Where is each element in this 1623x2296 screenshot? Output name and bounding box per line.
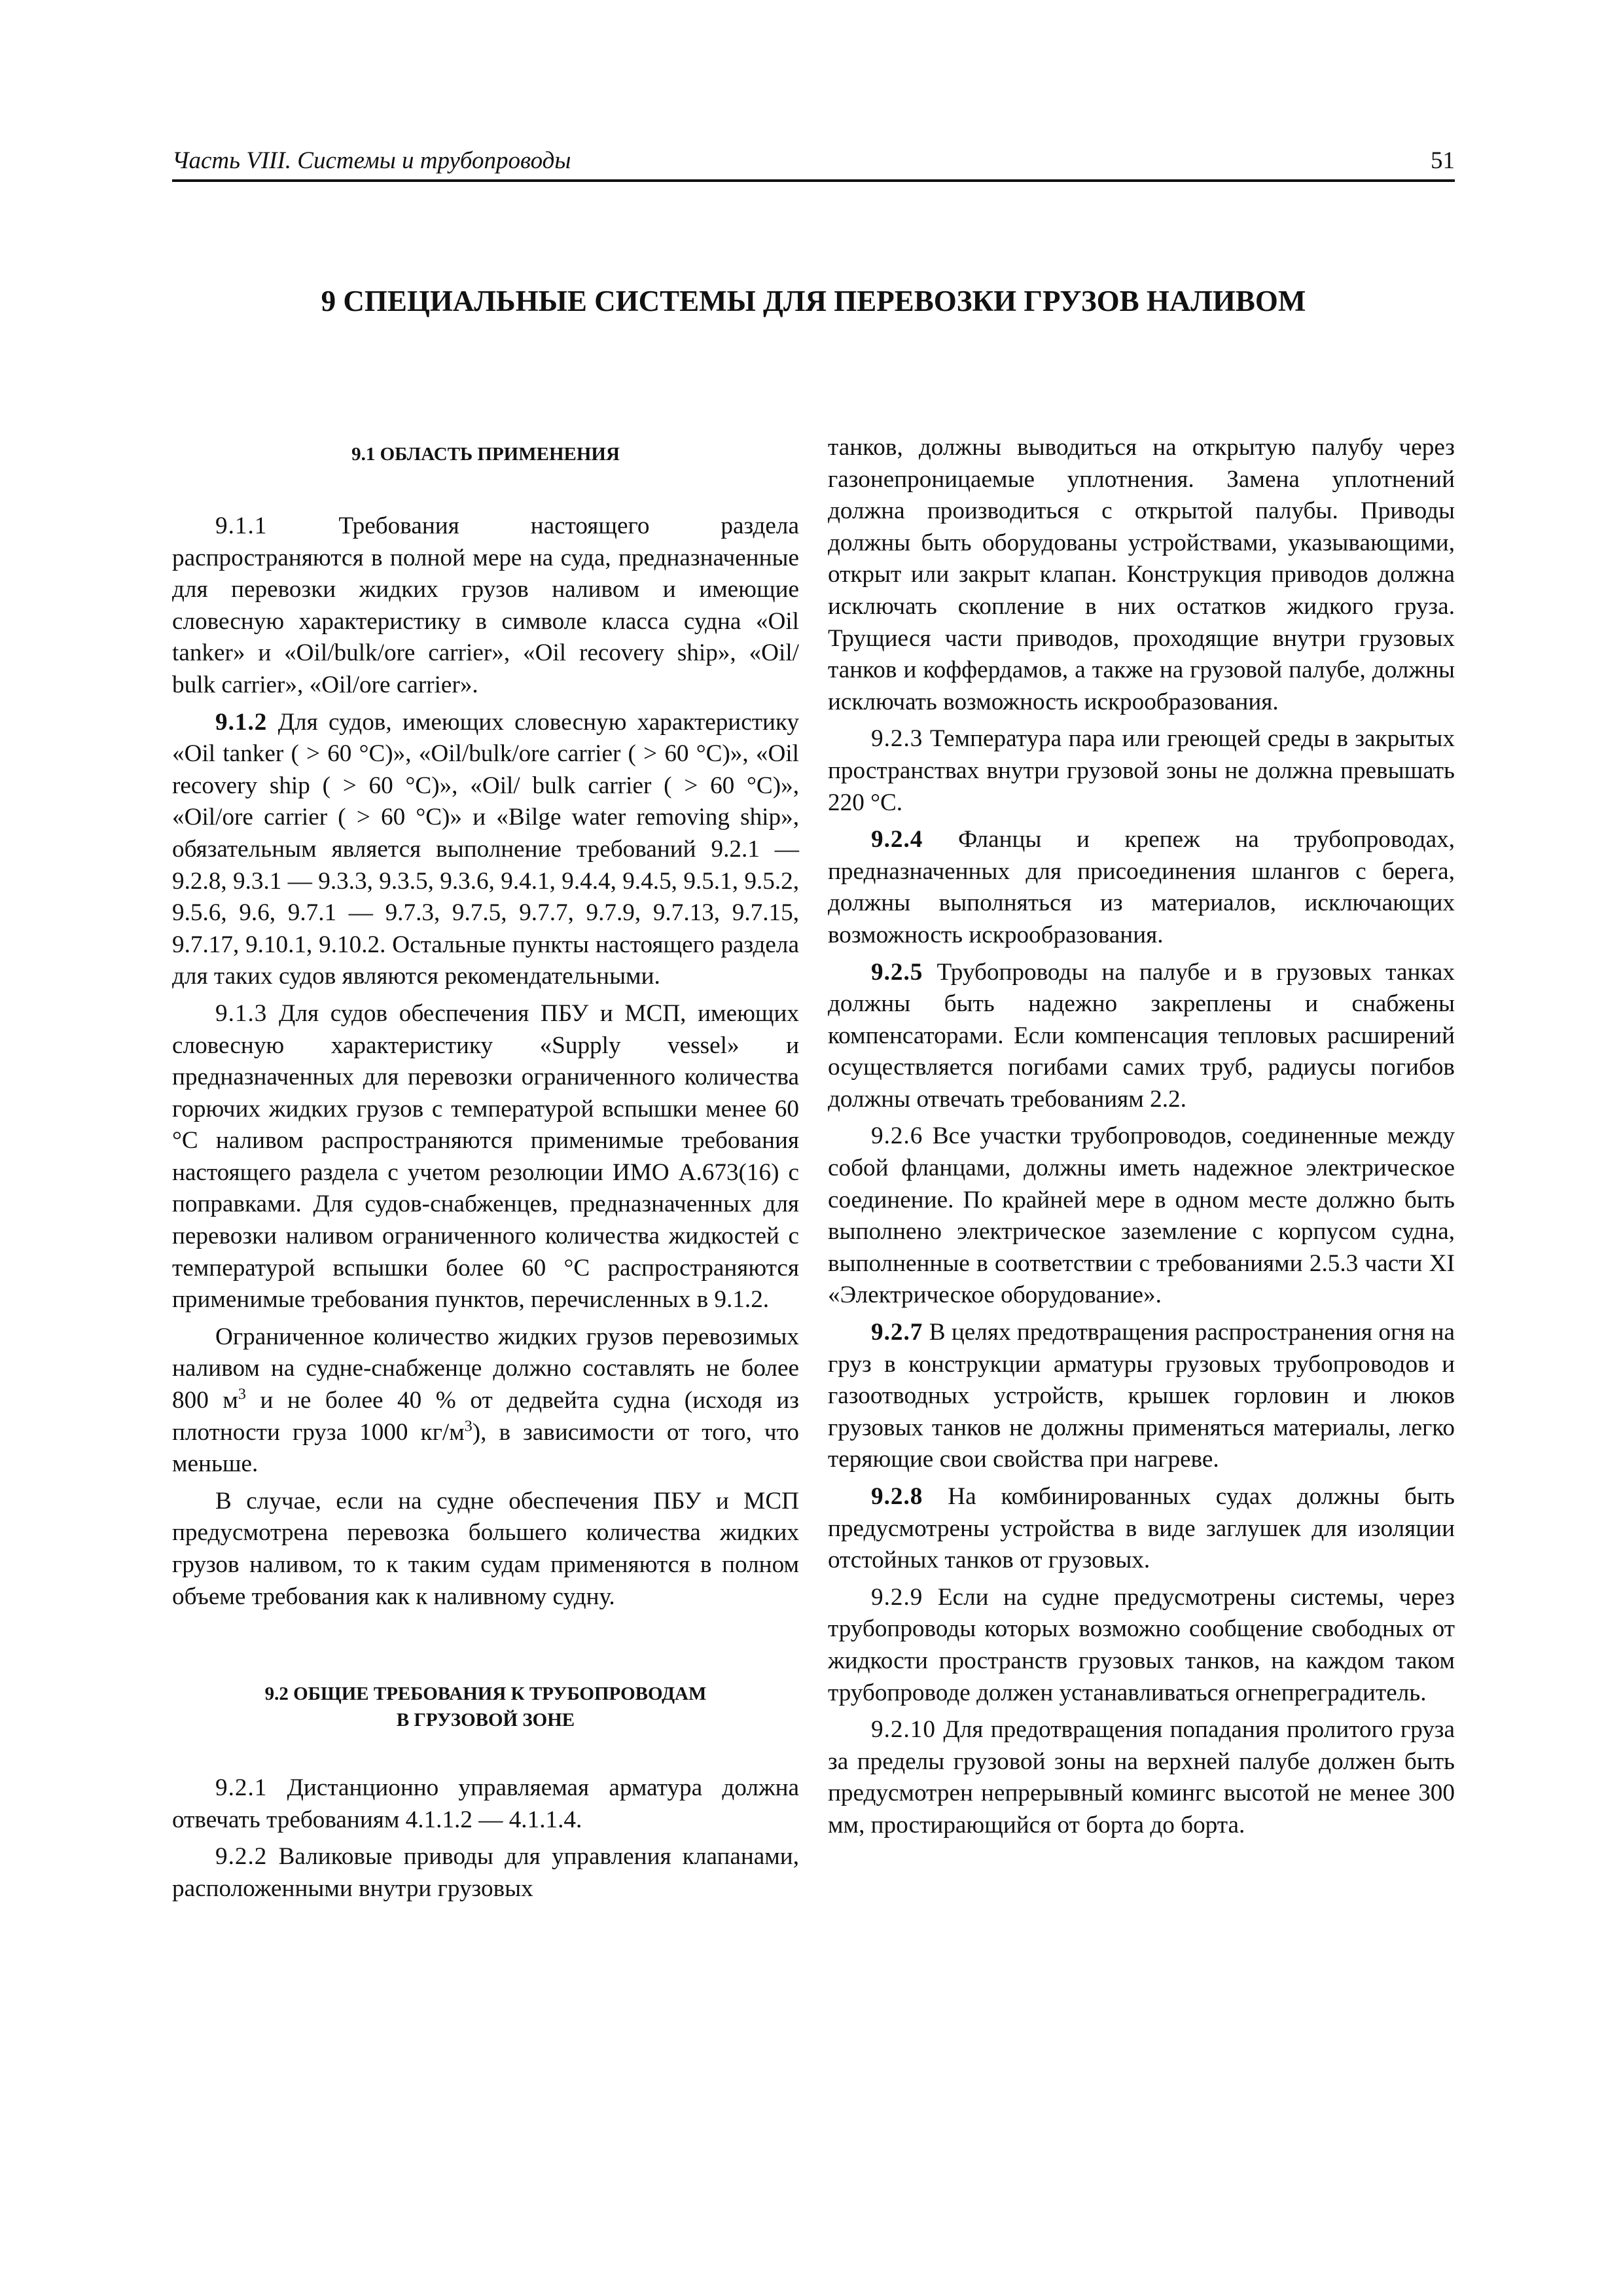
paragraph-9-1-2 — [172, 707, 799, 993]
paragraph-number: 9.2.4 — [871, 826, 923, 853]
paragraph-number: 9.2.10 — [871, 1716, 936, 1744]
paragraph-9-1-1 — [172, 511, 799, 702]
paragraph-text: Трубопроводы на палубе и в грузовых танках должны быть надежно закреплены и снабжены компенсаторами. Если компенсация тепловых расширений осуществляется погибами самих труб, радиусы погибов должны отвечать требованиям 2.2. — [828, 958, 1455, 1113]
paragraph-number: 9.2.1 — [215, 1774, 268, 1802]
paragraph-9-2-10 — [828, 1714, 1455, 1841]
paragraph-number: 9.1.2 — [215, 708, 268, 736]
superscript: 3 — [464, 1418, 473, 1435]
paragraph-text: Дистанционно управляемая арматура должна отвечать требованиям 4.1.1.2 — 4.1.1.4. — [172, 1774, 800, 1833]
paragraph-text: Если на судне предусмотрены системы, через трубопроводы которых возможно сообщение свободных от жидкости пространств грузовых танков, на каждом таком трубопроводе должен устанавливаться огнепреградитель. — [828, 1583, 1455, 1706]
paragraph-limited-quantity — [172, 1321, 799, 1480]
paragraph-number: 9.2.8 — [871, 1483, 923, 1510]
paragraph-9-2-8 — [828, 1481, 1455, 1577]
section-9-2-heading — [172, 1681, 799, 1733]
paragraph-9-2-2 — [172, 1841, 799, 1905]
chapter-title: 9 СПЕЦИАЛЬНЫЕ СИСТЕМЫ ДЛЯ ПЕРЕВОЗКИ ГРУЗОВ НАЛИВОМ — [321, 285, 1306, 317]
part-title: Часть VIII. Системы и трубопроводы — [172, 147, 571, 174]
section-9-1-heading: 9.1 ОБЛАСТЬ ПРИМЕНЕНИЯ — [351, 444, 620, 465]
paragraph-number: 9.1.3 — [215, 999, 268, 1027]
paragraph-text: Для судов обеспечения ПБУ и МСП, имеющих словесную характеристику «Supply vessel» и предназначенных для перевозки ограниченного количества горючих жидких грузов с температурой вспышки менее 60 °C наливом распространяются применимые требования настоящего раздела с учетом резолюции ИМО А.673(16) с поправками. Для судов-снабженцев, предназначенных для перевозки наливом ограниченного количества жидкостей с температурой вспышки более 60 °C распространяются применимые требования пунктов, перечисленных в 9.1.2. — [172, 999, 799, 1314]
paragraph-9-2-4 — [828, 824, 1455, 951]
paragraph-text: Фланцы и крепеж на трубопроводах, предназначенных для присоединения шлангов с берега, должны выполняться из материалов, исключающих возможность искрообразования. — [828, 826, 1455, 948]
paragraph-text: Все участки трубопроводов, соединенные между собой фланцами, должны иметь надежное электрическое соединение. По крайней мере в одном месте должно быть выполнено электрическое заземление с корпусом судна, выполненные в соответствии с требованиями 2.5.3 части XI «Электрическое оборудование». — [828, 1122, 1455, 1309]
paragraph-number: 9.1.1 — [215, 512, 268, 539]
paragraph-text: Валиковые приводы для управления клапанами, расположенными внутри грузовых — [172, 1843, 799, 1902]
paragraph-number: 9.2.3 — [871, 725, 923, 753]
left-column — [172, 432, 799, 1910]
paragraph-number: 9.2.5 — [871, 958, 923, 986]
right-column — [828, 432, 1455, 1847]
paragraph-text: В целях предотвращения распространения огня на груз в конструкции арматуры грузовых трубопроводов и газоотводных устройств, крышек горловин и люков грузовых танков не должны применяться материалы, легко теряющие свои свойства при нагреве. — [828, 1319, 1455, 1473]
heading-line: В ГРУЗОВОЙ ЗОНЕ — [396, 1710, 575, 1731]
paragraph-text: Для предотвращения попадания пролитого груза за пределы грузовой зоны на верхней палубе должен быть предусмотрен непрерывный комингс высотой не менее 300 мм, простирающийся от борта до борта. — [828, 1716, 1455, 1839]
paragraph-number: 9.2.2 — [215, 1843, 268, 1871]
paragraph-larger-quantity: В случае, если на судне обеспечения ПБУ и МСП предусмотрена перевозка большего количества жидких грузов наливом, то к таким судам применяются в полном объеме требования как к наливному судну. — [172, 1487, 799, 1610]
paragraph-number: 9.2.7 — [871, 1319, 923, 1346]
paragraph-9-2-1 — [172, 1772, 799, 1836]
paragraph-text: Для судов, имеющих словесную характеристику «Oil tanker ( > 60 °C)», «Oil/bulk/ore carrier ( > 60 °C)», «Oil recovery ship ( > 60 °C)», «Oil/ bulk carrier ( > 60 °C)», «Oil/ore carrier ( > 60 °C)» и «Bilge water removing ship», обязательным является выполнение требований 9.2.1 — 9.2.8, 9.3.1 — 9.3.3, 9.3.5, 9.3.6, 9.4.1, 9.4.4, 9.4.5, 9.5.1, 9.5.2, 9.5.6, 9.6, 9.7.1 — 9.7.3, 9.7.5, 9.7.7, 9.7.9, 9.7.13, 9.7.15, 9.7.17, 9.10.1, 9.10.2. Остальные пункты настоящего раздела для таких судов являются рекомендательными. — [172, 708, 799, 990]
paragraph-9-2-5 — [828, 957, 1455, 1116]
paragraph-text: На комбинированных судах должны быть предусмотрены устройства в виде заглушек для изоляции отстойных танков от грузовых. — [828, 1483, 1455, 1574]
paragraph-text: Температура пара или греющей среды в закрытых пространствах внутри грузовой зоны не должна превышать 220 °C. — [828, 725, 1455, 816]
page-number: 51 — [1431, 147, 1455, 174]
paragraph-9-1-3 — [172, 998, 799, 1316]
paragraph-9-2-9 — [828, 1582, 1455, 1709]
paragraph-9-2-2-continued: танков, должны выводиться на открытую палубу через газонепроницаемые уплотнения. Замена уплотнений должна производиться с открытой палубы. Приводы должны быть оборудованы устройствами, указывающими, открыт или закрыт клапан. Конструкция приводов должна исключать скопление в них остатков жидкого груза. Трущиеся части приводов, проходящие внутри грузовых танков и коффердамов, а также на грузовой палубе, должны исключать возможность искрообразования. — [828, 434, 1455, 715]
paragraph-9-2-7 — [828, 1317, 1455, 1476]
paragraph-number: 9.2.6 — [871, 1122, 923, 1150]
superscript: 3 — [238, 1386, 246, 1403]
paragraph-number: 9.2.9 — [871, 1583, 923, 1611]
heading-line: 9.2 ОБЩИЕ ТРЕБОВАНИЯ К ТРУБОПРОВОДАМ — [264, 1683, 707, 1705]
text-part: и не более 40 % от дедвейта судна (исходя из плотности груза 1000 кг/м — [172, 1387, 799, 1446]
paragraph-text: Требования настоящего раздела распространяются в полной мере на суда, предназначенные для перевозки жидких грузов наливом и имеющие словесную характеристику в символе класса судна «Oil tanker» и «Oil/bulk/ore carrier», «Oil recovery ship», «Oil/ bulk carrier», «Oil/ore carrier». — [172, 512, 799, 698]
text-part: Ограниченное количество жидких грузов перевозимых наливом на судне-снабженце должно составлять не более 800 м — [172, 1323, 799, 1414]
text-part: ), в зависимости от того, что меньше. — [172, 1418, 799, 1478]
running-header — [172, 145, 1455, 182]
paragraph-9-2-6 — [828, 1121, 1455, 1312]
paragraph-9-2-3 — [828, 723, 1455, 819]
